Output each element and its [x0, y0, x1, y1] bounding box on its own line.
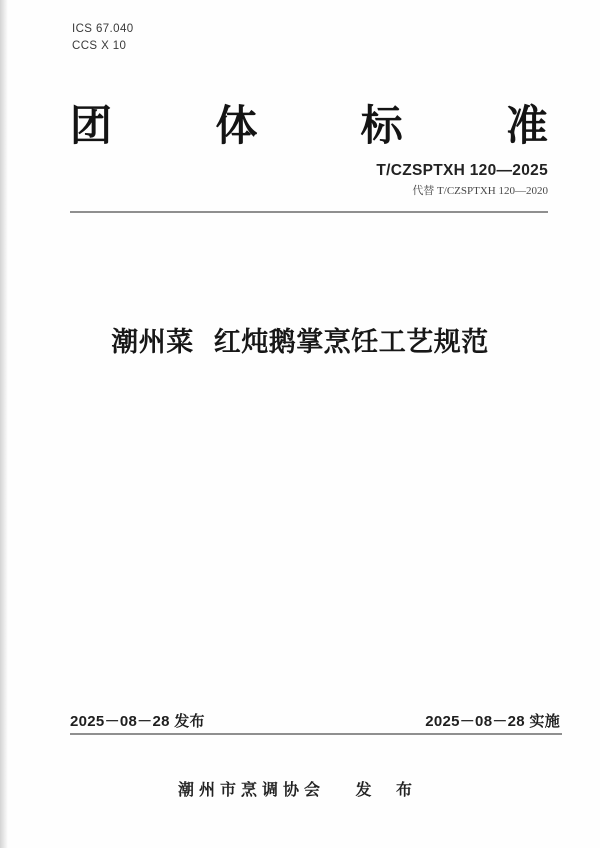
- doc-type-char: 体: [215, 102, 258, 149]
- implement-date: 2025－08－28 实施: [425, 713, 560, 730]
- footer-divider-line: [70, 733, 562, 735]
- scan-edge-shadow: [0, 0, 8, 848]
- ccs-code: CCS X 10: [72, 40, 127, 52]
- doc-type-char: 团: [70, 102, 113, 149]
- issue-date: 2025－08－28 发布: [70, 713, 205, 730]
- classification-codes: [72, 21, 134, 55]
- publisher-row: [0, 777, 600, 800]
- standard-number: T/CZSPTXH 120—2025: [376, 162, 548, 179]
- publish-action-label: 发 布: [355, 782, 422, 799]
- document-type-heading: [70, 103, 548, 149]
- standard-title: 潮州菜 红炖鹅掌烹饪工艺规范: [111, 327, 489, 357]
- publisher-name: 潮州市烹调协会: [178, 782, 326, 799]
- dates-row: [70, 710, 560, 731]
- doc-type-char: 标: [360, 102, 403, 149]
- replaces-note: 代替 T/CZSPTXH 120—2020: [412, 185, 548, 197]
- header-divider-line: [70, 211, 548, 213]
- doc-type-char: 准: [505, 102, 548, 149]
- ics-code: ICS 67.040: [72, 23, 134, 35]
